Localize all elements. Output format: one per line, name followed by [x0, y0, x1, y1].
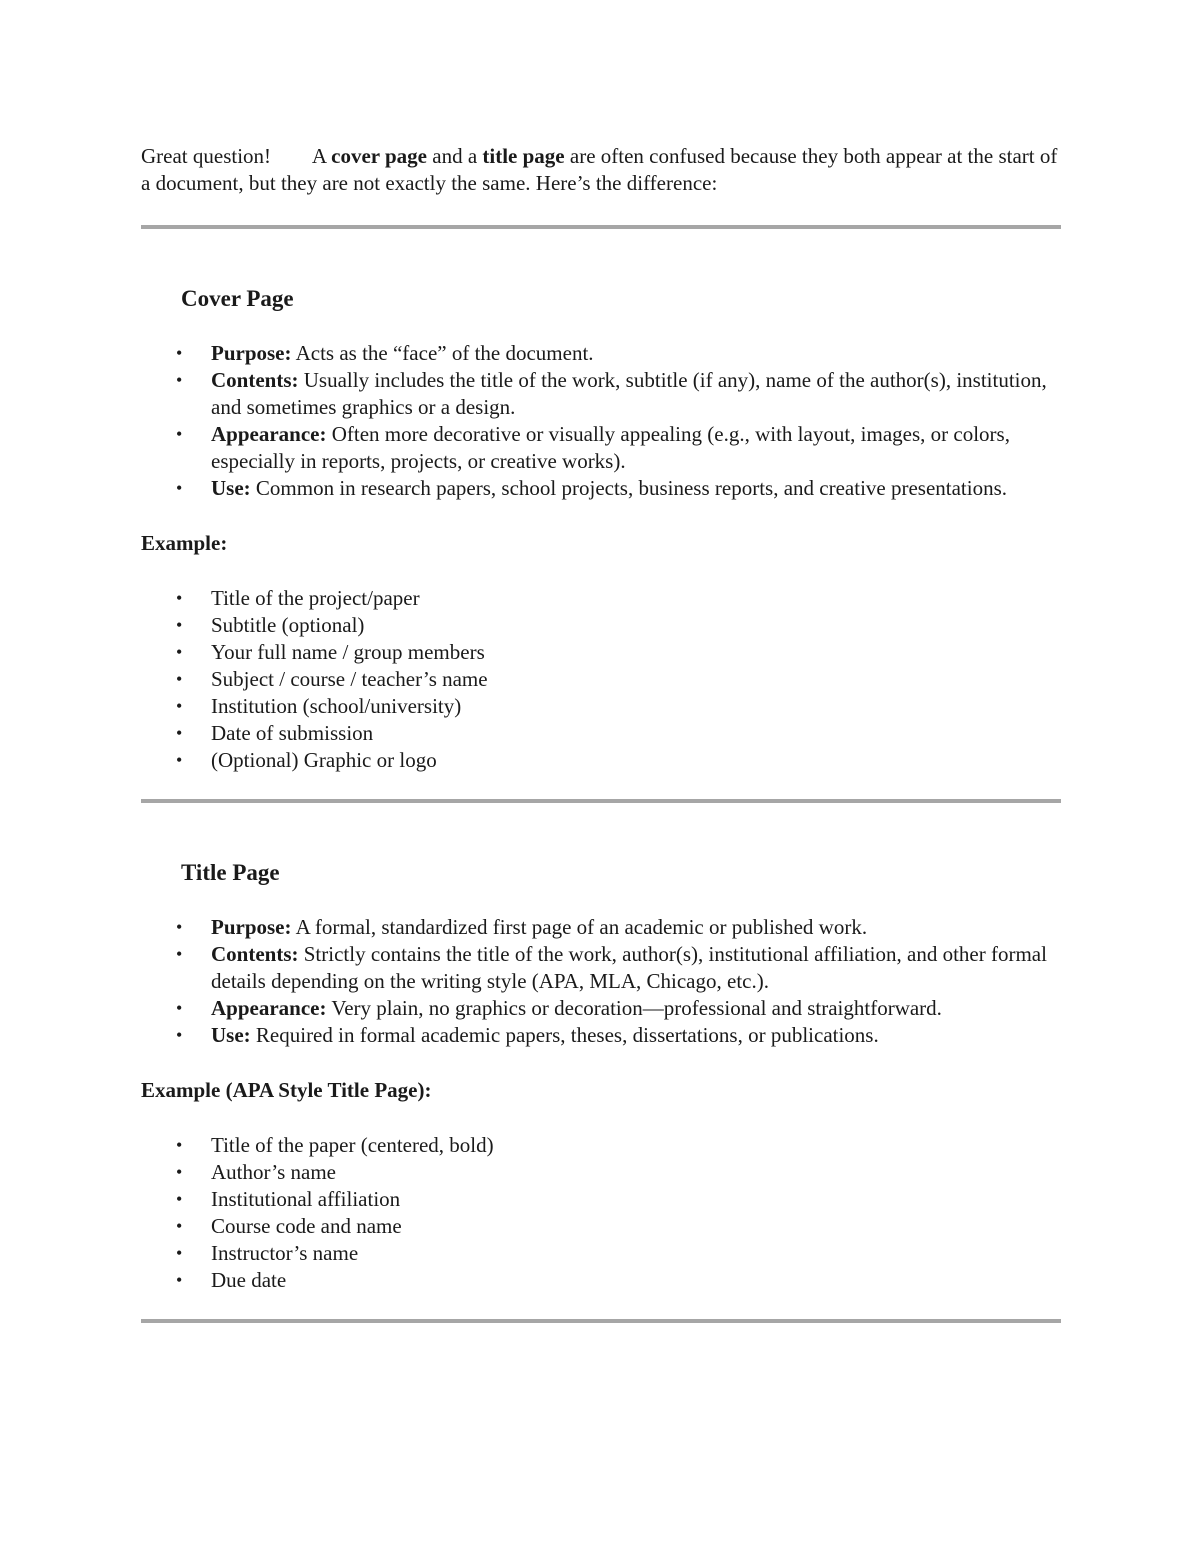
intro-term-title: title page	[482, 144, 565, 168]
point-label: Purpose:	[211, 915, 292, 939]
list-item	[141, 914, 1061, 941]
example-item-text: Due date	[211, 1268, 287, 1292]
bullet-icon: •	[176, 370, 183, 390]
example-item-text: Institutional affiliation	[211, 1187, 401, 1211]
list-item	[141, 693, 1061, 720]
cover-example-list	[141, 585, 1061, 774]
point-text: A formal, standardized first page of an academic or published work.	[295, 915, 868, 939]
title-example-list	[141, 1132, 1061, 1294]
list-item	[141, 941, 1061, 995]
bullet-icon: •	[176, 615, 183, 635]
list-item	[141, 995, 1061, 1022]
list-item	[141, 421, 1061, 475]
point-text: Often more decorative or visually appealing (e.g., with layout, images, or colors, especially in reports, projects, or creative works).	[211, 422, 1010, 473]
point-label: Appearance:	[211, 996, 327, 1020]
bullet-icon: •	[176, 343, 183, 363]
bullet-icon: •	[176, 1025, 183, 1045]
point-text: Very plain, no graphics or decoration—professional and straightforward.	[331, 996, 942, 1020]
bullet-icon: •	[176, 998, 183, 1018]
example-item-text: Date of submission	[211, 721, 374, 745]
intro-mid: and a	[432, 144, 478, 168]
point-text: Acts as the “face” of the document.	[295, 341, 594, 365]
example-item-text: Title of the project/paper	[211, 586, 420, 610]
cover-page-heading: Cover Page	[181, 286, 294, 311]
list-item	[141, 585, 1061, 612]
point-label: Contents:	[211, 368, 299, 392]
cover-example-label: Example:	[141, 531, 228, 555]
example-item-text: Course code and name	[211, 1214, 402, 1238]
bullet-icon: •	[176, 669, 183, 689]
bullet-icon: •	[176, 723, 183, 743]
point-label: Use:	[211, 1023, 251, 1047]
bullet-icon: •	[176, 588, 183, 608]
example-item-text: Your full name / group members	[211, 640, 485, 664]
list-item	[141, 340, 1061, 367]
example-item-text: Institution (school/university)	[211, 694, 462, 718]
list-item	[141, 1240, 1061, 1267]
list-item	[141, 639, 1061, 666]
title-example-label: Example (APA Style Title Page):	[141, 1078, 432, 1102]
point-text: Required in formal academic papers, theses, dissertations, or publications.	[255, 1023, 879, 1047]
bullet-icon: •	[176, 750, 183, 770]
bullet-icon: •	[176, 1189, 183, 1209]
list-item	[141, 612, 1061, 639]
intro-paragraph	[141, 143, 1061, 197]
bullet-icon: •	[176, 1135, 183, 1155]
bullet-icon: •	[176, 696, 183, 716]
bullet-icon: •	[176, 424, 183, 444]
list-item	[141, 747, 1061, 774]
example-item-text: Instructor’s name	[211, 1241, 359, 1265]
example-item-text: Subject / course / teacher’s name	[211, 667, 488, 691]
intro-term-cover: cover page	[331, 144, 427, 168]
title-page-heading: Title Page	[181, 860, 280, 885]
bullet-icon: •	[176, 1216, 183, 1236]
list-item	[141, 1132, 1061, 1159]
cover-points-list	[141, 340, 1061, 502]
list-item	[141, 1213, 1061, 1240]
bullet-icon: •	[176, 1270, 183, 1290]
example-item-text: Author’s name	[211, 1160, 337, 1184]
point-label: Use:	[211, 476, 251, 500]
point-label: Contents:	[211, 942, 299, 966]
example-item-text: (Optional) Graphic or logo	[211, 748, 437, 772]
list-item	[141, 1022, 1061, 1049]
bullet-icon: •	[176, 917, 183, 937]
example-item-text: Title of the paper (centered, bold)	[211, 1133, 494, 1157]
list-item	[141, 367, 1061, 421]
example-item-text: Subtitle (optional)	[211, 613, 365, 637]
list-item	[141, 1186, 1061, 1213]
title-points-list	[141, 914, 1061, 1049]
point-label: Purpose:	[211, 341, 292, 365]
bullet-icon: •	[176, 642, 183, 662]
list-item	[141, 1159, 1061, 1186]
point-text: Usually includes the title of the work, subtitle (if any), name of the author(s), institution, and sometimes graphics or a design.	[211, 368, 1047, 419]
point-label: Appearance:	[211, 422, 327, 446]
list-item	[141, 1267, 1061, 1294]
document-page	[141, 143, 1061, 1323]
list-item	[141, 666, 1061, 693]
intro-spacer: A	[311, 144, 326, 168]
intro-suffix: are often confused because they both appear at the start of a document, but they are not exactly the same. Here’s the difference:	[141, 144, 1058, 195]
bullet-icon: •	[176, 1162, 183, 1182]
bullet-icon: •	[176, 478, 183, 498]
intro-prefix: Great question!	[141, 144, 272, 168]
bullet-icon: •	[176, 944, 183, 964]
point-text: Strictly contains the title of the work, author(s), institutional affiliation, and other formal details depending on the writing style (APA, MLA, Chicago, etc.).	[211, 942, 1047, 993]
list-item	[141, 720, 1061, 747]
divider	[141, 1319, 1061, 1323]
bullet-icon: •	[176, 1243, 183, 1263]
list-item	[141, 475, 1061, 502]
point-text: Common in research papers, school projects, business reports, and creative presentations.	[255, 476, 1008, 500]
